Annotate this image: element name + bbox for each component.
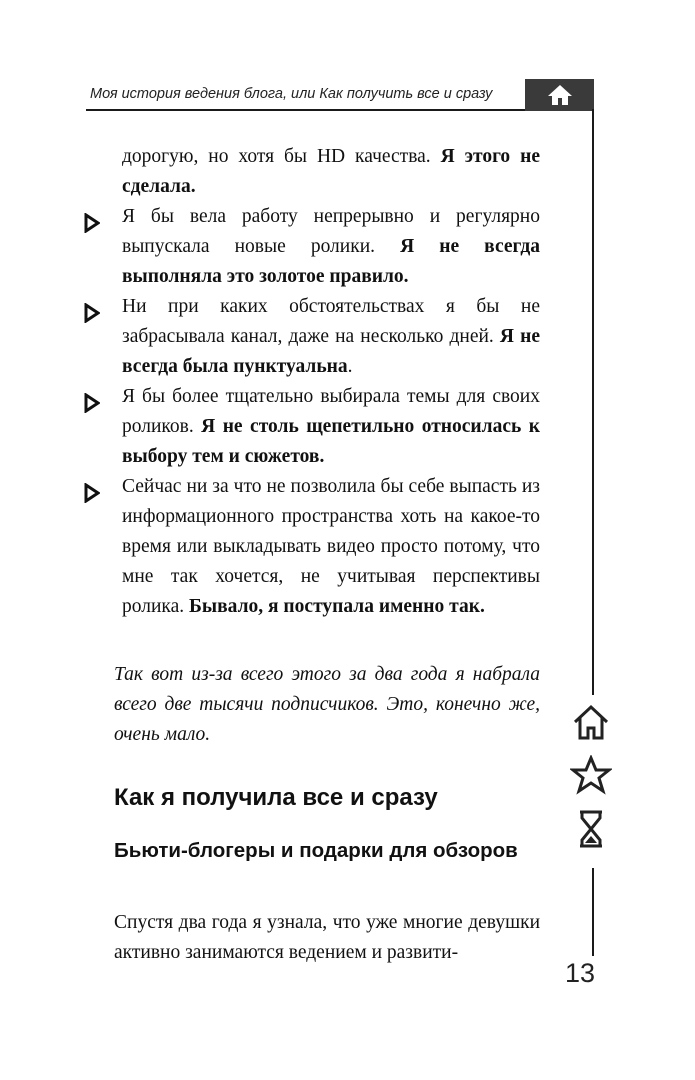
star-outline-icon[interactable] bbox=[570, 755, 612, 795]
list-item: Я бы вела работу непрерывно и регулярно выпускала новые ролики. Я не всегда выполняла это золотое правило. bbox=[122, 206, 540, 287]
list-item: Ни при каких обстоятельствах я бы не забрасывала канал, даже на несколько дней. Я не всегда была пунктуальна. bbox=[122, 296, 540, 377]
hourglass-icon[interactable] bbox=[570, 808, 612, 850]
side-rule-top bbox=[592, 109, 594, 695]
list-item: Я бы более тщательно выбирала темы для своих роликов. Я не столь щепетильно относилась к выбору тем и сюжетов. bbox=[122, 386, 540, 467]
section-heading: Как я получила все и сразу bbox=[114, 784, 438, 811]
list-continuation: дорогую, но хотя бы HD качества. Я этого не сделала. bbox=[122, 146, 540, 197]
running-header: Моя история ведения блога, или Как получить все и сразу bbox=[90, 86, 493, 102]
bullet-arrow-icon bbox=[84, 213, 100, 233]
home-icon bbox=[547, 84, 573, 106]
header-rule bbox=[86, 109, 594, 111]
list-item: Сейчас ни за что не позволила бы себе выпасть из информационного пространства хоть на какое-то время или выкладывать видео просто потому, что мне так хочется, не учитывая перспективы ролика. Бывало, я поступала именно так. bbox=[122, 476, 540, 617]
subsection-heading: Бьюти-блогеры и подарки для обзоров bbox=[114, 839, 518, 862]
bullet-arrow-icon bbox=[84, 393, 100, 413]
body-paragraph: Спустя два года я узнала, что уже многие девушки активно занимаются ведением и развити- bbox=[114, 912, 540, 963]
home-tab[interactable] bbox=[525, 79, 594, 111]
side-rule-bottom bbox=[592, 868, 594, 956]
summary-paragraph: Так вот из-за всего этого за два года я набрала всего две тысячи подписчиков. Это, конечно же, очень мало. bbox=[114, 664, 540, 745]
home-outline-icon[interactable] bbox=[570, 702, 612, 742]
page-number: 13 bbox=[565, 958, 596, 988]
bullet-arrow-icon bbox=[84, 483, 100, 503]
bullet-arrow-icon bbox=[84, 303, 100, 323]
